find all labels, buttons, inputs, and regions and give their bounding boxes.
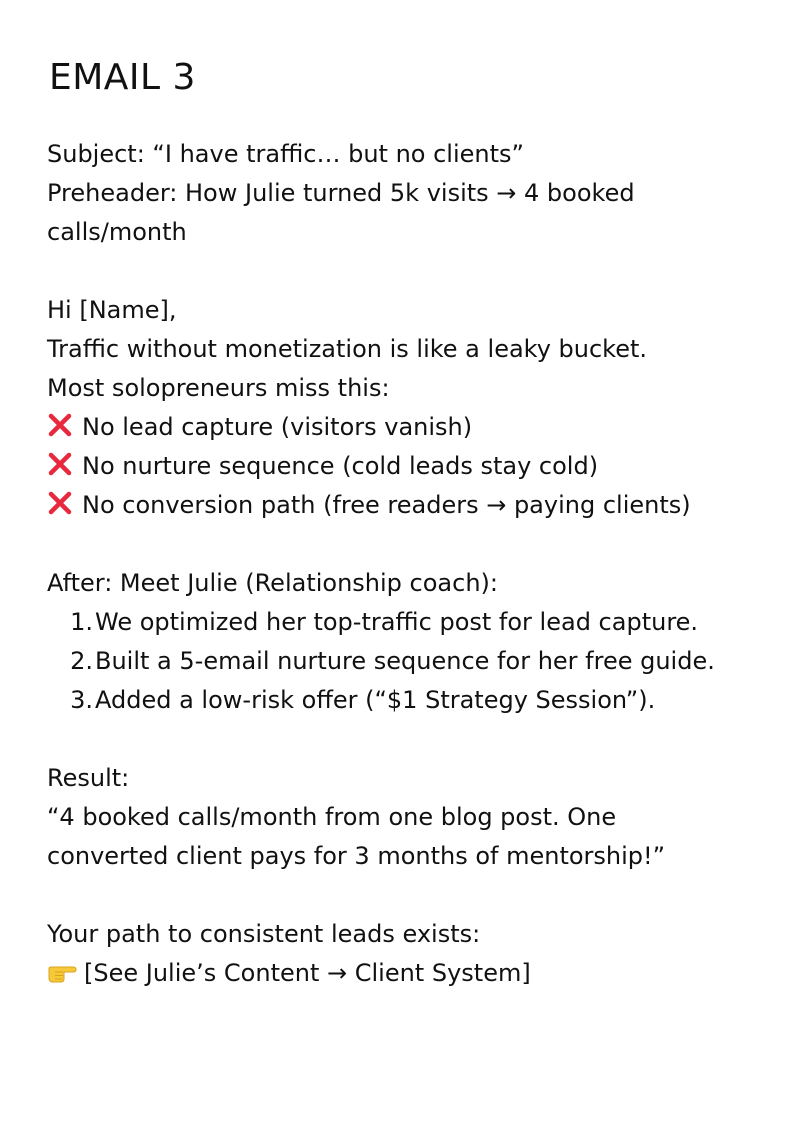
cta-link[interactable]: [See Julie’s Content → Client System] xyxy=(84,959,531,987)
pointing-hand-icon xyxy=(47,960,77,984)
miss-item-text: No conversion path (free readers → paying clients) xyxy=(82,491,691,519)
intro-line-2: Most solopreneurs miss this: xyxy=(47,374,390,402)
step-text: Added a low-risk offer (“$1 Strategy Session”). xyxy=(95,686,656,714)
miss-item xyxy=(47,408,767,447)
spacer xyxy=(47,876,767,915)
email-body xyxy=(47,135,767,993)
miss-item xyxy=(47,486,767,525)
step-text: We optimized her top-traffic post for lead capture. xyxy=(95,608,699,636)
quote-line-1: “4 booked calls/month from one blog post. One xyxy=(47,803,617,831)
miss-item xyxy=(47,447,767,486)
after-heading: After: Meet Julie (Relationship coach): xyxy=(47,569,498,597)
greeting: Hi [Name], xyxy=(47,296,177,324)
step-text: Built a 5-email nurture sequence for her free guide. xyxy=(95,647,715,675)
step-item xyxy=(47,603,767,642)
preheader-line-2: calls/month xyxy=(47,218,187,246)
miss-item-text: No lead capture (visitors vanish) xyxy=(82,413,473,441)
quote-line-2: converted client pays for 3 months of mentorship!” xyxy=(47,842,666,870)
result-heading: Result: xyxy=(47,764,130,792)
cta-line[interactable] xyxy=(47,954,767,993)
step-item xyxy=(47,642,767,681)
spacer xyxy=(47,720,767,759)
path-line: Your path to consistent leads exists: xyxy=(47,920,481,948)
step-item xyxy=(47,681,767,720)
cross-mark-icon xyxy=(47,412,73,438)
spacer xyxy=(47,252,767,291)
subject-line: Subject: “I have traffic… but no clients” xyxy=(47,140,524,168)
step-number: 2. xyxy=(70,647,93,675)
preheader-line-1: Preheader: How Julie turned 5k visits → 4 booked xyxy=(47,179,635,207)
step-number: 1. xyxy=(70,608,93,636)
miss-item-text: No nurture sequence (cold leads stay cold) xyxy=(82,452,599,480)
intro-line-1: Traffic without monetization is like a leaky bucket. xyxy=(47,335,648,363)
cross-mark-icon xyxy=(47,490,73,516)
step-number: 3. xyxy=(70,686,93,714)
spacer xyxy=(47,525,767,564)
email-title: EMAIL 3 xyxy=(49,57,196,98)
cross-mark-icon xyxy=(47,451,73,477)
